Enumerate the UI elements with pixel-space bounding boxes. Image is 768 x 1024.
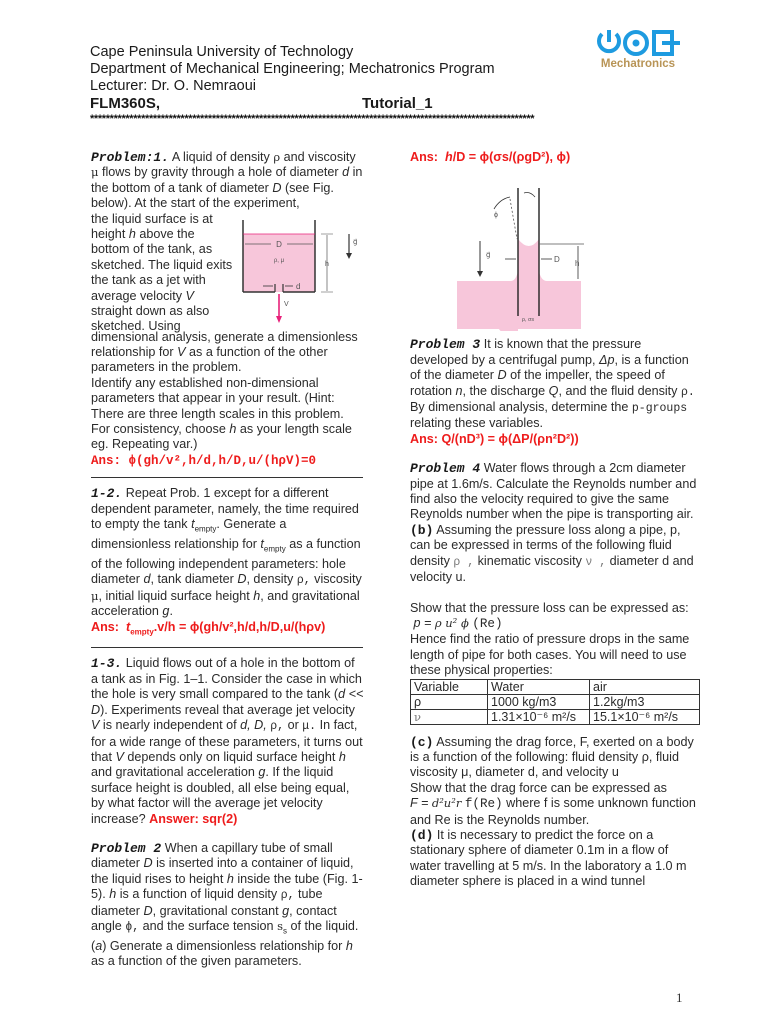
text: and the surface tension [142, 918, 274, 933]
formula-f-re: f(Re) [464, 797, 503, 812]
subscript: empty [263, 544, 286, 554]
label-D: D [276, 239, 282, 249]
text: in the bottom of a tank of diameter [91, 165, 363, 195]
label-D: D [554, 255, 560, 265]
text: as a function of the given parameters. [91, 954, 302, 969]
text: and gravitational acceleration [91, 765, 255, 780]
part-a-label: a [95, 938, 103, 953]
text: and viscosity [283, 150, 356, 164]
text: , tank diameter [150, 572, 234, 587]
problem-2: Problem 2 When a capillary tube of small diameter D is inserted into a container of liquid, the liquid rises to height h inside the tube (Fig. 1-5). h is a function of liquid density ρ, tube diameter D, gravitational constant g, contact angle ϕ, and the surface tension $s_s$ of the liquid. (a) Generate a dimensionless relationship for h as a function of the given parameters. [91, 840, 363, 969]
problem-4-heading: Problem 4 [410, 461, 481, 477]
text: ). Experiments reveal that average jet velocity [100, 702, 355, 717]
text: sketched. The liquid exits [91, 257, 233, 272]
var-list: d, D, [240, 718, 267, 733]
rho-symbol: ρ, [270, 720, 285, 734]
formula-d2u2r: d²u²r [431, 796, 462, 811]
label-V: V [284, 300, 289, 308]
problem-2-answer [410, 150, 700, 165]
left-column [91, 150, 365, 970]
institution-name: Cape Peninsula University of Technology [90, 44, 354, 60]
text: as a function of the following independent parameters: hole diameter [91, 537, 361, 587]
text: Repeat Prob. 1 except for a different dependent parameter, namely, the time required to empty the tank [91, 486, 359, 532]
mu-symbol: μ [91, 165, 99, 180]
text: average velocity [91, 288, 183, 303]
rho-symbol: ρ, [296, 574, 311, 588]
rho-symbol: ρ , [453, 555, 475, 569]
var-h: h [226, 871, 234, 886]
problem-1-wrapped-text [91, 212, 256, 335]
text: , and gravitational acceleration [91, 588, 360, 619]
part-d-label: (d) [410, 827, 434, 843]
text: depends only on liquid surface height [127, 749, 336, 764]
text: tube diameter [91, 887, 323, 918]
text: Show that the drag force can be expressed as [410, 780, 667, 795]
label-d: d [296, 281, 301, 291]
text: It is known that the pressure developed by a centrifugal pump, [410, 337, 642, 367]
subscript: empty [194, 524, 217, 534]
text: straight down as also [91, 304, 210, 319]
var-h: h [345, 938, 353, 953]
text: In fact, for a wide range of these parameters, it turns out that [91, 718, 363, 764]
var-h: h [128, 227, 136, 242]
var-h: h [445, 150, 453, 164]
table-header: Water [488, 679, 590, 694]
answer-prefix: Ans: [91, 619, 119, 634]
text: height [91, 227, 126, 242]
capillary-tube-diagram [410, 171, 700, 331]
subscript: empty [130, 627, 154, 637]
label-phi: ϕ [494, 212, 498, 220]
text: the liquid surface is at [91, 211, 213, 226]
text: dimensional analysis, generate a dimensionless relationship for [91, 329, 358, 360]
answer-formula: /D = ϕ(σs/(ρgD²), ϕ) [452, 150, 571, 164]
var-V: V [177, 345, 186, 360]
var-t: t [191, 517, 195, 532]
text: is a function of liquid density [119, 887, 278, 902]
star-divider: ***************************************************************************************************************** [90, 113, 535, 125]
problem-3-answer: Ans: Q/(nD³) = ϕ(ΔP/(ρn²D²)) [410, 431, 579, 446]
var-D: D [272, 180, 282, 195]
problem-3-heading: Problem 3 [410, 337, 481, 353]
problem-1-answer: Ans: ϕ(gh/v²,h/d,h/D,u/(hρV)=0 [91, 453, 317, 468]
var-h: h [229, 422, 237, 437]
text: is inserted into a container of liquid, the liquid rises to height [91, 856, 354, 886]
label-h: h [325, 260, 329, 268]
text: Liquid flows out of a hole in the bottom of a tank as in Fig. 1–1. Consider the case in which the hole is very small compared to the tank ( [91, 656, 362, 702]
text: . If the liquid surface height is doubled, all else being equal, by what factor will the average jet velocity increase? [91, 765, 350, 826]
text: where f is some unknown function and Re is the Reynolds number. [410, 796, 696, 827]
text: A liquid of density [171, 150, 270, 164]
text: bottom of the tank, as [91, 242, 213, 257]
text: . Generate a dimensionless relationship for [91, 517, 287, 552]
text: above the [139, 227, 195, 242]
section-divider [91, 477, 363, 478]
var-t: t [126, 619, 131, 634]
var-Q: Q [548, 383, 559, 398]
course-code: FLM360S, [90, 95, 161, 112]
problem-1-2-heading: 1-2. [91, 486, 123, 502]
var-h: h [109, 887, 117, 902]
rho-symbol: ρ. [680, 385, 695, 399]
text: , gravitational constant [152, 903, 279, 918]
text: , and the fluid density [558, 383, 678, 398]
course-row [90, 95, 690, 113]
label-h: h [575, 259, 580, 269]
var-d: d [143, 572, 151, 587]
table-cell: 1000 kg/m3 [488, 694, 590, 709]
label-g: g⃗ [486, 252, 491, 260]
label-g: g⃗ [353, 238, 358, 246]
var-V: V [91, 718, 100, 733]
text: of the impeller, the speed of rotation [410, 368, 665, 398]
formula-rho-u2-phi: ρ u² ϕ [434, 615, 469, 630]
table-cell: 15.1×10⁻⁶ m²/s [590, 709, 700, 724]
text: is nearly independent of [102, 718, 237, 733]
text: When a capillary tube of small diameter [91, 840, 333, 871]
text: the tank as a jet with [91, 273, 206, 288]
table-row [411, 709, 700, 724]
section-divider [91, 647, 363, 648]
text: Hence find the ratio of pressure drops in the same length of pipe for both cases. You will need to use these physical properties: [410, 632, 690, 678]
tutorial-title: Tutorial_1 [362, 95, 433, 112]
text: inside the tube (Fig. 1-5). [91, 871, 363, 902]
table-cell: ν [411, 709, 488, 724]
text: as a function of the other parameters in the problem. [91, 345, 328, 375]
text: Water flows through a 2cm diameter pipe at 1.6m/s. Calculate the Reynolds number and find also the velocity required to give the same Reynolds number when the pipe is transporting air. [410, 461, 697, 522]
problem-1-3-heading: 1-3. [91, 656, 123, 672]
label-rho-mu: ρ, μ [273, 257, 285, 264]
var-D: D [143, 856, 153, 871]
problem-1-2-answer [91, 620, 365, 640]
table-row [411, 694, 700, 709]
answer-prefix: Ans: [410, 150, 438, 164]
problem-1-3 [91, 656, 365, 826]
text: of the liquid. [290, 918, 359, 933]
physical-properties-table [410, 679, 700, 725]
page-number: 1 [676, 990, 683, 1005]
problem-1-3-answer: Answer: sqr(2) [149, 811, 238, 826]
rho-symbol: ρ [273, 150, 281, 164]
var-D: D [143, 903, 153, 918]
phi-symbol: ϕ, [125, 920, 140, 934]
text: Identify any established non-dimensional parameters that appear in your result. (Hint: There are three length scales in this problem. For consistency, choose [91, 375, 344, 437]
var-h: h [253, 588, 261, 603]
part-c-label: (c) [410, 734, 434, 750]
text: flows by gravity through a hole of diameter [101, 165, 339, 180]
text: , the discharge [462, 383, 546, 398]
answer-formula: .v/h = ϕ(gh/v²,h/d,h/D,u/(hρv) [153, 619, 326, 634]
part-b-label: (b) [410, 522, 434, 538]
text: as your length scale eg. Repeating var.) [91, 422, 352, 452]
var-g: g [258, 765, 266, 780]
problem-3 [410, 337, 700, 447]
var-V: V [185, 288, 194, 303]
logo-icon [594, 27, 682, 59]
label-rho-sigma: ρ, σs [521, 317, 535, 324]
department-name: Department of Mechanical Engineering; Mechatronics Program [90, 61, 495, 77]
text: Generate a dimensionless relationship for [109, 938, 343, 953]
text: viscosity [314, 572, 362, 587]
text: , initial liquid surface height [98, 588, 250, 603]
text: sketched. Using [91, 319, 181, 334]
var-d-ll-D: d << D [91, 687, 364, 717]
problem-4 [410, 461, 700, 889]
text: Assuming the pressure loss along a pipe, p, can be expressed in terms of the following fluid density [410, 522, 681, 568]
mechatronics-logo [594, 27, 682, 75]
text: (see Fig. below). At the start of the experiment, [91, 180, 334, 211]
text: kinematic viscosity [477, 553, 582, 568]
text: , density [246, 572, 294, 587]
subscript: s [282, 926, 287, 936]
var-V: V [115, 749, 124, 764]
nu-symbol: ν , [585, 555, 607, 569]
table-header: Variable [411, 679, 488, 694]
text: relating these variables. [410, 416, 544, 431]
mu-symbol: μ [91, 588, 99, 603]
var-g: g [282, 903, 290, 918]
text: , contact angle [91, 903, 337, 933]
text: , is a function of the diameter [410, 352, 689, 383]
lecturer-name: Lecturer: Dr. O. Nemraoui [90, 78, 256, 94]
problem-1-figure-block [91, 211, 365, 334]
table-cell: ρ [411, 694, 488, 709]
problem-1 [91, 150, 365, 469]
sigma-symbol: s [277, 918, 283, 933]
right-column [410, 150, 700, 890]
var-n: n [455, 383, 463, 398]
problem-1-heading: Problem:1. [91, 150, 170, 165]
tank-figure [241, 220, 366, 325]
var-D: D [497, 368, 507, 383]
text: It is necessary to predict the force on a stationary sphere of diameter 0.1m in a flow of water travelling at 5 m/s. In the laboratory a 1.0 m diameter sphere is placed in a wind tunnel [410, 827, 687, 889]
text: . [169, 604, 173, 619]
problem-2-heading: Problem 2 [91, 840, 162, 856]
var-d: d [342, 165, 350, 180]
text: or [287, 718, 299, 733]
mu-symbol: μ. [302, 720, 317, 734]
text: By dimensional analysis, determine the [410, 400, 629, 415]
text: Show that the pressure loss can be expressed as: [410, 600, 689, 615]
pi-groups: p-groups [631, 402, 688, 416]
table-cell: 1.2kg/m3 [590, 694, 700, 709]
logo-label: Mechatronics [600, 58, 676, 70]
table-header-row [411, 679, 700, 694]
var-delta-p: Δp [599, 352, 615, 367]
table-header: air [590, 679, 700, 694]
problem-1-2 [91, 486, 365, 639]
formula-F: F = [410, 796, 429, 811]
rho-symbol: ρ, [280, 889, 295, 903]
formula-p: p = [413, 615, 432, 630]
formula-re: (Re) [472, 616, 503, 631]
var-g: g [162, 604, 170, 619]
text: diameter d and velocity u. [410, 553, 694, 585]
text: Assuming the drag force, F, exerted on a body is a function of the following: fluid density ρ, fluid viscosity μ, diameter d, and velocity u [410, 734, 694, 780]
var-h: h [338, 749, 346, 764]
capillary-figure [410, 171, 700, 331]
var-D: D [237, 572, 247, 587]
var-t: t [260, 537, 264, 552]
table-cell: 1.31×10⁻⁶ m²/s [488, 709, 590, 724]
